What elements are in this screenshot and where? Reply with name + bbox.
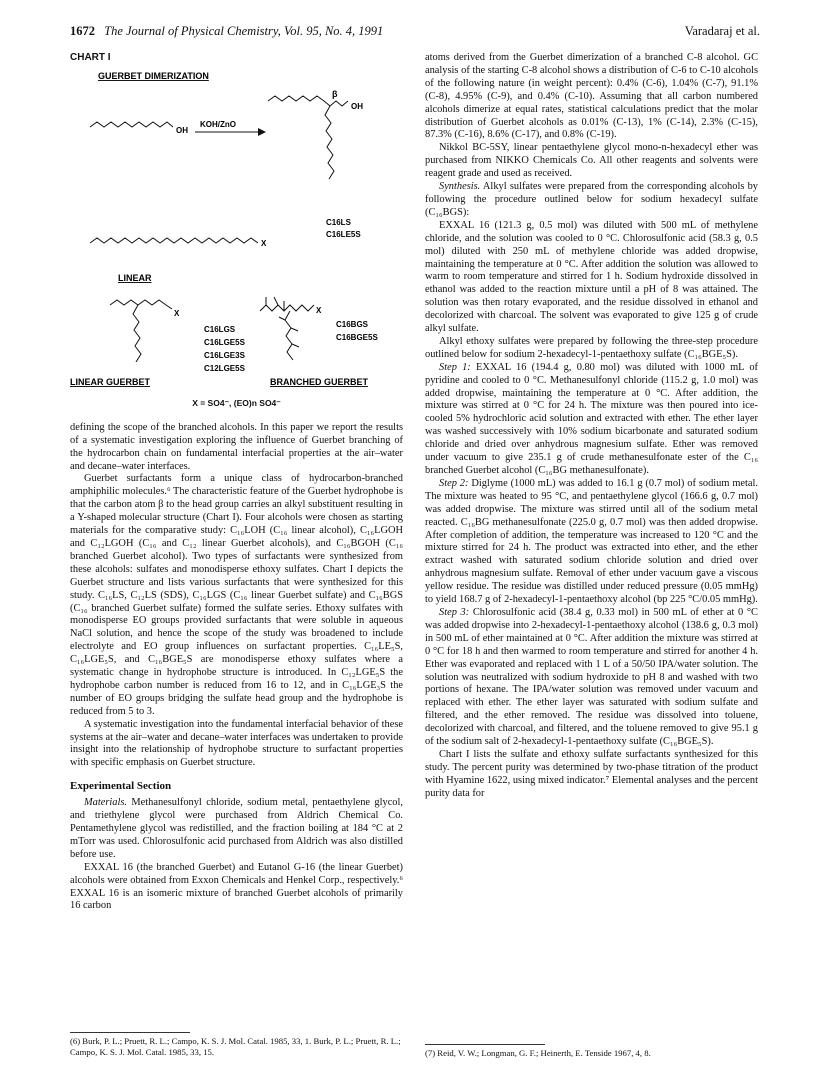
page-number: 1672 [70,24,95,38]
product-oh-label: OH [351,101,363,111]
linear-guerbet-title: LINEAR GUERBET [70,376,151,387]
right-paragraph-4: EXXAL 16 (121.3 g, 0.5 mol) was diluted with 500 mL of methylene chloride, and the solution was cooled to 0 °C. Chlorosulfonic acid (58.3 g, 0.5 mol) diluted with 250 mL of methylene chloride was added dropwise, maintaining the temperature at 0 °C. After addition the solution was allowed to warm to room temperature and stirred for 1 h. Sodium hydroxide dissolved in ethanol was added to the reaction mixture until a pH of 8 was attained. The solution was then rotary evaporated, and the residue dissolved in ethanol and decolorized with charcoal. The solvent was evaporated to give 125 g of crude alkyl sulfate. [425,219,758,335]
guerbet-lower-chain [325,106,334,179]
left-paragraph-2: Guerbet surfactants form a unique class of hydrocarbon-branched amphiphilic molecules.⁶ The characteristic feature of the Guerbet hydrophobe is that the carbon atom β to the head group carries an alkyl substituent resulting in a Y-shaped molecular structure (Chart I). Four alcohols were chosen as starting materials for the comparative study: C₁₆LOH (C₁₆ linear alcohol), C₁₆LGOH and C₁₂LGOH (C₁₆ and C₁₂ linear Guerbet alcohols), and C₁₆BGOH (C₁₆ branched Guerbet alcohol). Two types of surfactants were synthesized from these alcohols: sulfates and monodisperse ethoxy sulfates. Chart I depicts the Guerbet structure and lists various surfactants that were synthesized for this study. C₁₆LS, C₁₂LS (SDS), C₁₆LGS (C₁₆ linear Guerbet sulfate) and C₁₆BGS (C₁₆ branched Guerbet sulfate) formed the sulfate series. Ethoxy sulfates with monodisperse EO groups provided surfactants that were soluble in aqueous NaCl solution, and hence the scope of the study was broadened to include electrolyte and EO group influences on surfactant properties. C₁₆LE₅S, C₁₆LGE₅S, and C₁₆BGE₅S are monodisperse ethoxy sulfates where a systematic change in hydrophobe structure is introduced. In C₁₂LGE₅S the hydrophobe carbon number is reduced from 16 to 12, and in C₁₆LGE₃S the number of EO groups bridging the sulfate head group and the hydrophobe is reduced from 5 to 3. [70,473,403,717]
step-2-paragraph [425,478,758,607]
left-paragraph-3: A systematic investigation into the fundamental interfacial behavior of these systems at the air–water and decane–water interfaces was undertaken to provide insight into the relationship of hydrophobe structure to surfactant properties with specific emphasis on Guerbet structure. [70,718,403,769]
step-2-heading: Step 2: [439,477,469,489]
synthesis-heading: Synthesis. [439,181,481,193]
linear-guerbet-label-4: C12LGE5S [204,363,245,373]
branched-guerbet-lower [285,311,293,360]
left-footnote-rule [70,1032,190,1033]
synthesis-paragraph [425,181,758,220]
step-3-paragraph [425,607,758,749]
running-header [70,24,760,39]
linear-guerbet-label-2: C16LGE5S [204,337,245,347]
beta-label: β [332,88,338,99]
step-1-text: EXXAL 16 (194.4 g, 0.80 mol) was diluted with 1000 mL of pyridine and cooled to 0 °C. Methanesulfonyl chloride (115.2 g, 1.0 mol) was added dropwise, maintaining the temperature at 0 °C. After addition, the mixture was stirred at 0 °C for 24 h. The mixture was then poured into ice-cooled 5% hydrochloric acid solution and extracted with ether. The ether layer was washed successively with 10% sodium bicarbonate and saturated sodium chloride and dried over anhydrous magnesium sulfate. Ether was removed under vacuum to give 235.1 g of crude methanesulfonate ester of the C₁₆ branched Guerbet alcohol (C₁₆BG methanesulfonate). [425,361,758,476]
x-definition: X = SO4⁻, (EO)n SO4⁻ [192,397,281,408]
branched-guerbet-upper [260,305,314,311]
branched-label-1: C16BGS [336,319,369,329]
linear-label-2: C16LE5S [326,229,361,239]
linear-guerbet-label-1: C16LGS [204,324,236,334]
c8-alcohol-chain [90,122,173,127]
section-title: Experimental Section [70,780,172,793]
materials-text: Methanesulfonyl chloride, sodium metal, pentaethylene glycol, and triethylene glycol were purchased from Aldrich Chemical Co. Pentamethylene glycol was redistilled, and the fraction boiling at 184 °C at 2 mTorr was used. Chlorosulfonic acid purchased from Aldrich was also distilled before use. [70,797,403,860]
linear-label-1: C16LS [326,217,351,227]
reagent-label: KOH/ZnO [200,119,236,129]
arrow-head-icon [258,128,266,136]
oh-label: OH [176,125,188,135]
left-paragraph-5: EXXAL 16 (the branched Guerbet) and Eutanol G-16 (the linear Guerbet) alcohols were obtained from Exxon Chemicals and Henkel Corp., respectively.⁶ EXXAL 16 is an isomeric mixture of branched Guerbet alcohols of primarily 16 carbon [70,861,403,912]
materials-paragraph [70,797,403,862]
step-1-heading: Step 1: [439,361,471,373]
right-paragraph-9: Chart I lists the sulfate and ethoxy sulfate surfactants synthesized for this study. The percent purity was determined by two-phase titration of the product with Hyamine 1622, using mixed indicator.⁷ Elemental analyses and the percent purity data for [425,748,758,799]
right-column [425,52,758,801]
linear-chain [90,238,258,243]
linear-guerbet-lower [133,305,141,362]
right-paragraph-5: Alkyl ethoxy sulfates were prepared by following the three-step procedure outlined below for sodium 2-hexadecyl-1-pentaethoxy sulfate (C₁₆BGE₅S). [425,335,758,360]
footnote-6: (6) Burk, P. L.; Pruett, R. L.; Campo, K. S. J. Mol. Catal. 1985, 33, 1. Burk, P. L.; Pruett, R. L.; Campo, K. S. J. Mol. Catal. 1985, 33, 15. [70,1036,401,1057]
running-author: Varadaraj et al. [684,24,760,38]
footnote-7: (7) Reid, V. W.; Longman, G. F.; Heinerth, E. Tenside 1967, 4, 8. [425,1048,651,1058]
step-3-heading: Step 3: [439,606,470,618]
step-3-text: Chlorosulfonic acid (38.4 g, 0.33 mol) in 500 mL of ether at 0 °C was added dropwise into 2-hexadecyl-1-pentaethoxy alcohol (138.6 g, 0.3 mol) in 500 mL of ether maintained at 0 °C. After addition the mixture was stirred at 0 °C for 18 h and then warmed to room temperature and stirred for another 4 h. Ether was evaporated and replaced with 1 L of a 50/50 IPA/water solution. The solution was neutralized with sodium hydroxide to pH 8 and washed with two portions of hexane. The IPA/water solution was removed under vacuum and replaced with ether. The ether layer was saturated with sodium sulfate and filtered, and the ether removed. The residue was dissolved into toluene, decolorized with charcoal, and filtered, and the toluene removed to give 95.1 g of the sodium salt of 2-hexadecyl-1-pentaethoxy sulfate (C₁₆BGE₅S). [425,606,758,748]
right-paragraph-1: atoms derived from the Guerbet dimerization of a branched C-8 alcohol. GC analysis of the starting C-8 alcohol shows a distribution of C-6 to C-10 alcohols of the following nature (in weight percent): 0.4% (C-6), 1.04% (C-7), 91.1% (C-8), 4.95% (C-9), and 0.4% (C-10). Assuming that all carbon numbered alcohols dimerize at equal rates, statistical calculations predict that the molar distribution of Guerbet alcohols as 0.01% (C-13), 1% (C-14), 2.3% (C-15), 87.3% (C-16), 8.6% (C-17), and 0.8% (C-19). [425,52,758,141]
guerbet-dimerization-title: GUERBET DIMERIZATION [98,70,209,81]
left-paragraph-1: defining the scope of the branched alcohols. In this paper we report the results of a systematic investigation exploring the influence of Guerbet branching of the hydrocarbon chain on fundamental interfacial properties at the air–water and decane–water interfaces. [70,421,403,472]
right-paragraph-2: Nikkol BC-5SY, linear pentaethylene glycol mono-n-hexadecyl ether was purchased from NIKKO Chemicals Co. All other reagents and solvents were reagent grade and used as received. [425,142,758,180]
linear-title: LINEAR [118,272,152,283]
left-column [70,52,403,913]
synthesis-text: Alkyl sulfates were prepared from the corresponding alcohols by following the procedure outlined below for sodium hexadecyl sulfate (C₁₆BGS): [425,181,758,218]
linear-guerbet-label-3: C16LGE3S [204,350,245,360]
branched-guerbet-title: BRANCHED GUERBET [270,376,369,387]
chart-i-structures [70,65,403,387]
branched-label-2: C16BGE5S [336,332,378,342]
step-1-paragraph [425,362,758,478]
linear-x-label: X [261,238,267,248]
linear-guerbet-upper [110,300,172,309]
branched-x: X [316,305,322,315]
materials-heading: Materials. [84,797,128,809]
journal-title: The Journal of Physical Chemistry, Vol. 95, No. 4, 1991 [104,24,384,38]
chart-title: CHART I [70,52,111,63]
linear-guerbet-x: X [174,308,180,318]
right-footnote-rule [425,1044,545,1045]
step-2-text: Diglyme (1000 mL) was added to 16.1 g (0.7 mol) of sodium metal. The mixture was heated to 95 °C, and pentaethylene glycol (166.6 g, 0.7 mol) was added dropwise. The mixture was stirred until all of the sodium metal reacted. C₁₆BG methanesulfonate (225.0 g, 0.7 mol) was then added dropwise. After completion of addition, the temperature was increased to 120 °C and the mixture stirred for 24 h. The product was extracted into ether, and the ether extract washed with saturated sodium chloride solution and dried over anhydrous magnesium sulfate. Removal of ether under vacuum gave a viscous yellow residue. The residue was distilled under reduced pressure (0.05 mmHg) to yield 168.7 g of 2-hexadecyl-1-pentaethoxy alcohol (bp 225 °C/0.05 mmHg). [425,477,758,606]
